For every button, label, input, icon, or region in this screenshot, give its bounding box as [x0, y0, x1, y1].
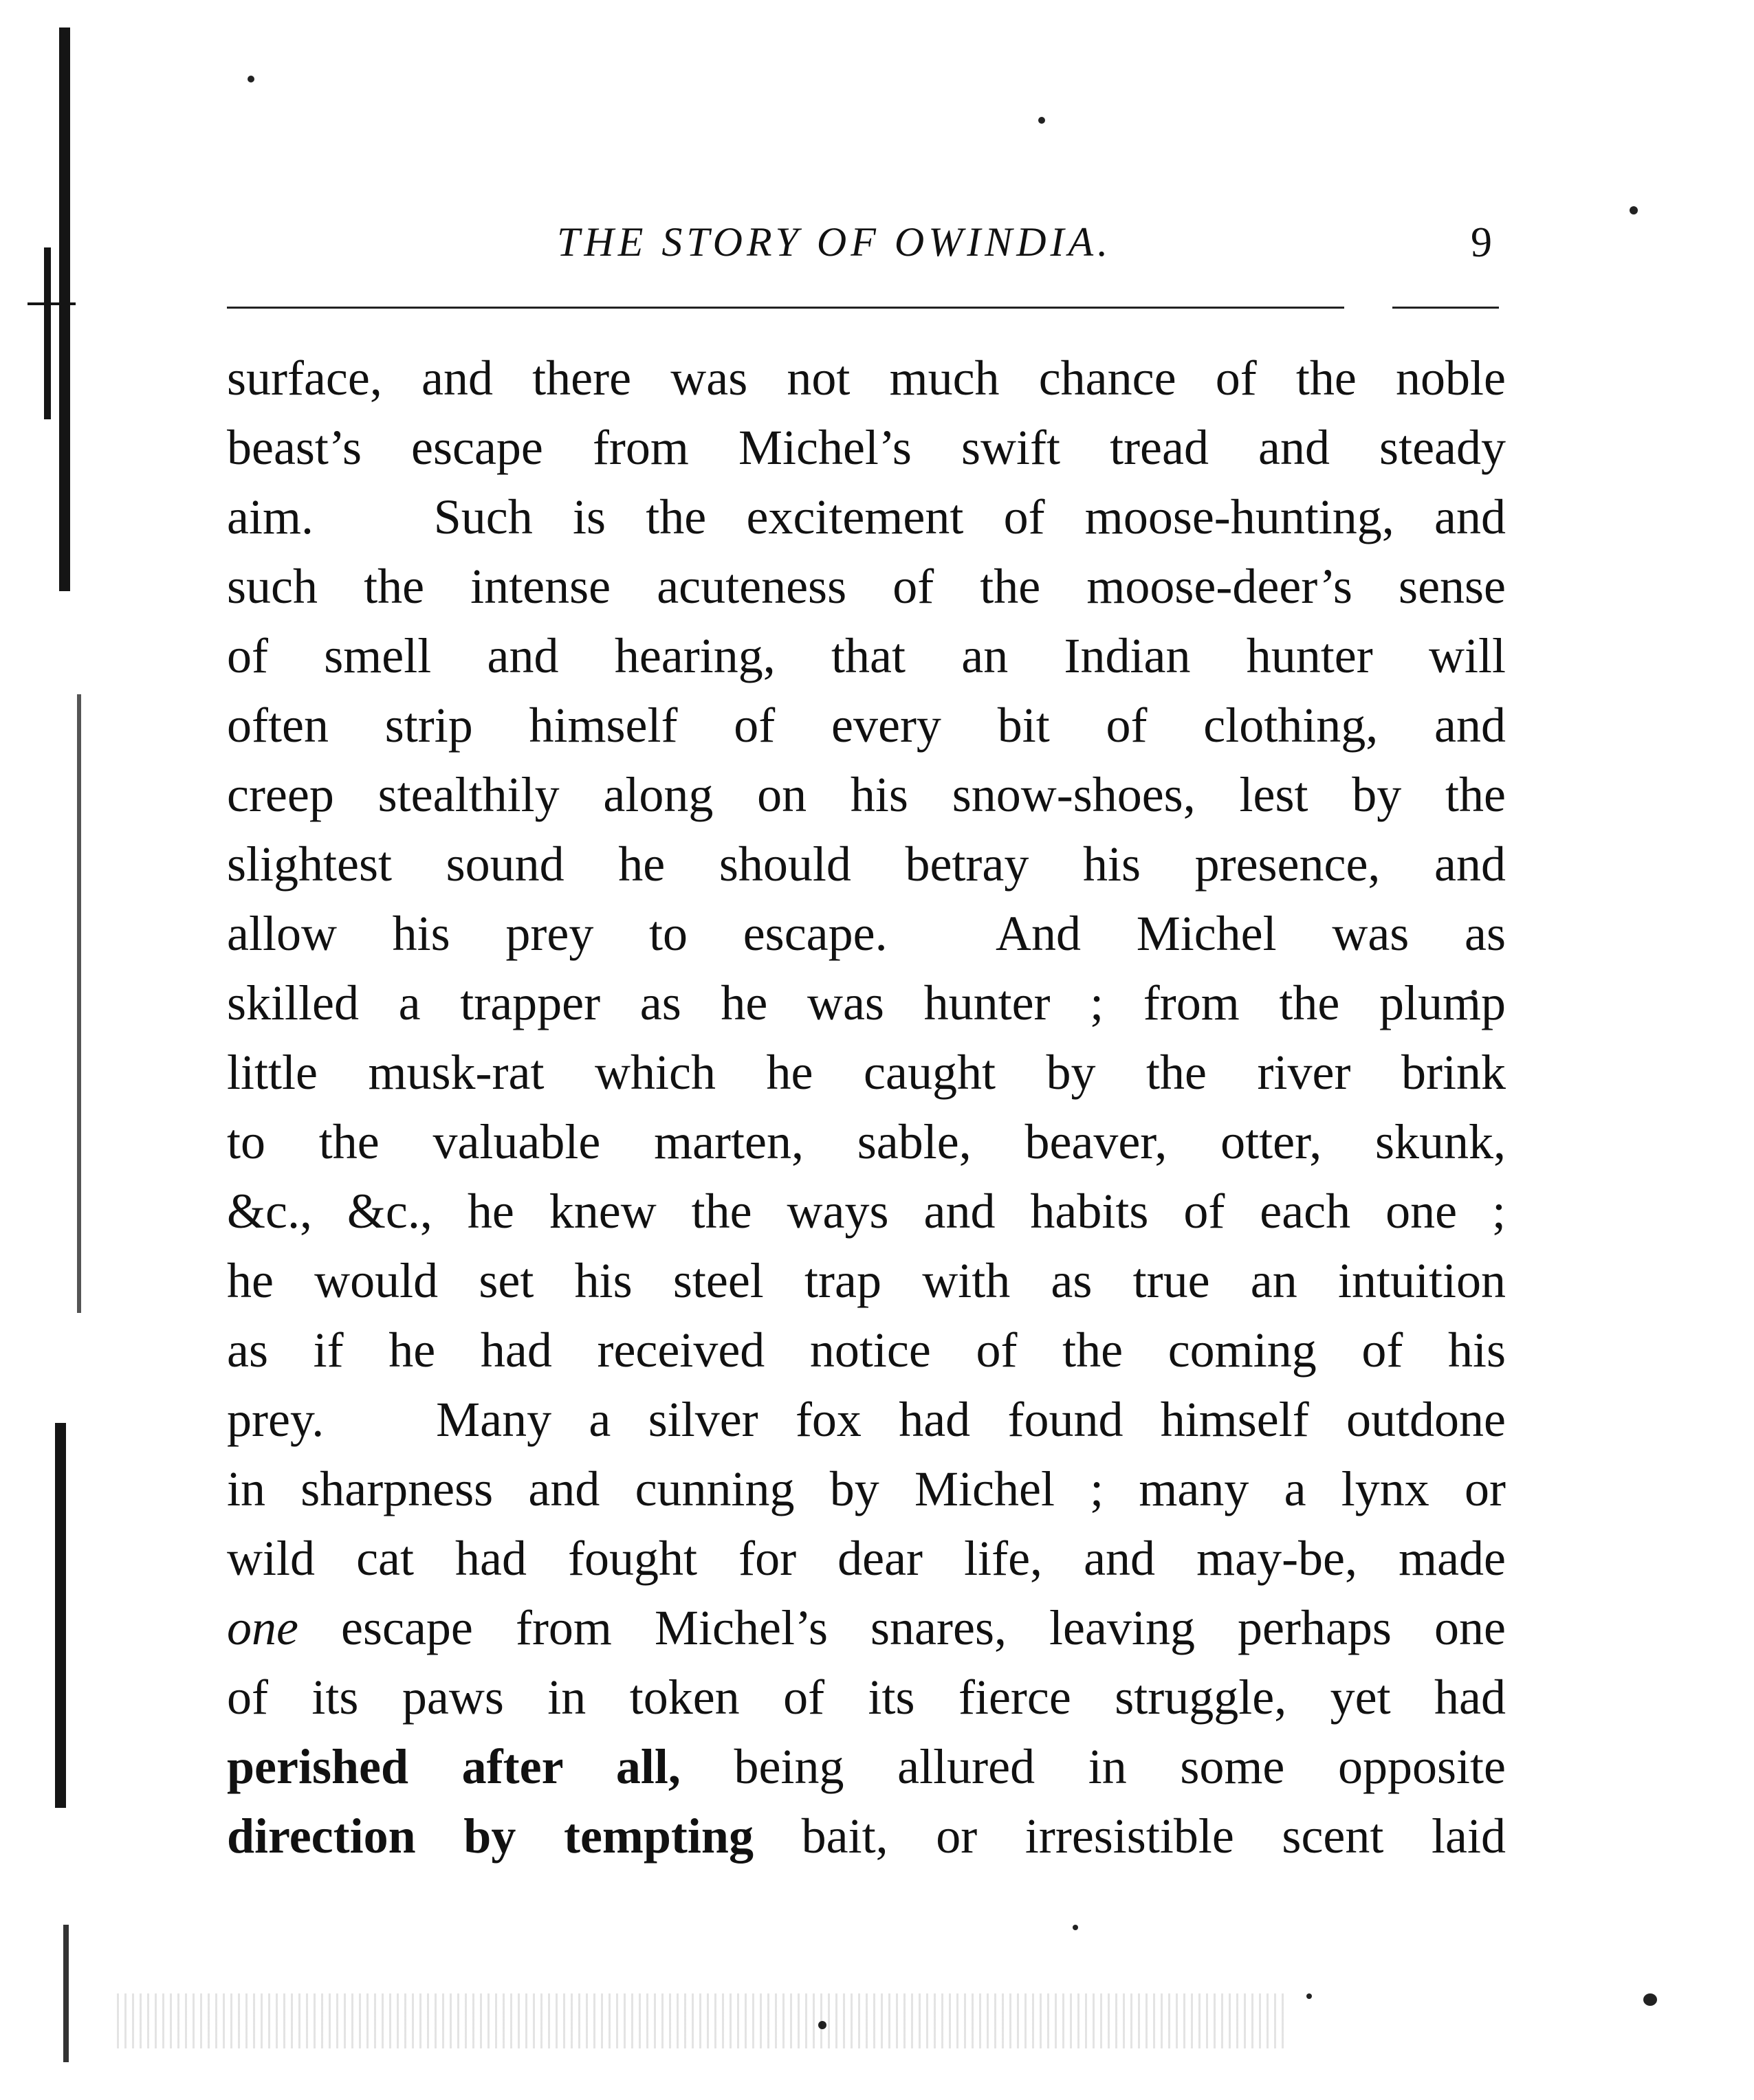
text-segment: he would set his steel trap with as true an intuition: [227, 1253, 1506, 1308]
text-line: [227, 1802, 1506, 1871]
text-line: [227, 344, 1506, 413]
scan-speck: [1073, 1925, 1078, 1930]
text-segment: creep stealthily along on his snow-shoes, lest by the: [227, 767, 1506, 822]
body-text: [227, 344, 1506, 1871]
scan-speck: [1306, 1993, 1312, 1999]
text-segment: direction by tempting: [227, 1809, 754, 1864]
text-line: [227, 1732, 1506, 1802]
text-segment: allow his prey to escape. And Michel was as: [227, 906, 1506, 961]
text-line: [227, 899, 1506, 969]
text-segment: prey. Many a silver fox had found himself outdone: [227, 1392, 1506, 1447]
text-segment: being allured in some opposite: [680, 1739, 1506, 1794]
header-rule: [227, 307, 1499, 309]
text-segment: in sharpness and cunning by Michel ; many a lynx or: [227, 1461, 1506, 1516]
scan-speck: [1630, 206, 1638, 214]
text-line: [227, 552, 1506, 621]
text-line: [227, 1177, 1506, 1246]
page-number: 9: [1471, 219, 1492, 266]
text-line: [227, 1524, 1506, 1593]
text-line: [227, 1316, 1506, 1385]
text-segment: surface, and there was not much chance of the noble: [227, 351, 1506, 406]
text-line: [227, 830, 1506, 899]
text-segment: perished after all,: [227, 1739, 681, 1794]
text-line: [227, 691, 1506, 760]
scan-speck: [1643, 1993, 1657, 2006]
binding-edge-mark: [77, 694, 81, 1313]
text-line: [227, 1107, 1506, 1177]
running-title: THE STORY OF OWINDIA.: [557, 219, 1112, 265]
text-line: [227, 1246, 1506, 1316]
text-line: [227, 1663, 1506, 1732]
header-rule-gap: [1344, 305, 1392, 311]
text-segment: beast’s escape from Michel’s swift tread and steady: [227, 420, 1506, 475]
text-line: [227, 760, 1506, 830]
text-segment: bait, or irresistible scent laid: [753, 1809, 1506, 1864]
text-line: [227, 1455, 1506, 1524]
text-line: [227, 621, 1506, 691]
text-segment: to the valuable marten, sable, beaver, otter, skunk,: [227, 1114, 1506, 1169]
binding-edge-mark: [44, 247, 51, 419]
binding-edge-mark: [59, 27, 70, 591]
text-segment: little musk-rat which he caught by the river brink: [227, 1045, 1506, 1100]
binding-edge-mark: [28, 302, 76, 305]
text-line: [227, 1593, 1506, 1663]
binding-edge-mark: [55, 1423, 66, 1808]
text-line: [227, 1038, 1506, 1107]
text-segment: escape from Michel’s snares, leaving perhaps one: [298, 1600, 1506, 1655]
text-segment: one: [227, 1600, 298, 1655]
text-line: [227, 1385, 1506, 1455]
scan-speck: [248, 76, 254, 82]
text-line: [227, 413, 1506, 483]
text-segment: such the intense acuteness of the moose-deer’s sense: [227, 559, 1506, 614]
text-segment: as if he had received notice of the coming of his: [227, 1323, 1506, 1378]
text-segment: of smell and hearing, that an Indian hunter will: [227, 628, 1506, 683]
text-segment: of its paws in token of its fierce struggle, yet had: [227, 1670, 1506, 1725]
text-segment: often strip himself of every bit of clothing, and: [227, 698, 1506, 753]
text-line: [227, 969, 1506, 1038]
running-head: [227, 219, 1506, 280]
text-segment: slightest sound he should betray his presence, and: [227, 837, 1506, 892]
bleed-through-noise: [117, 1993, 1286, 2048]
scan-speck: [1038, 117, 1045, 124]
text-line: [227, 483, 1506, 552]
text-segment: skilled a trapper as he was hunter ; from the plump: [227, 975, 1506, 1030]
text-segment: wild cat had fought for dear life, and may-be, made: [227, 1531, 1506, 1586]
text-segment: aim. Such is the excitement of moose-hunting, and: [227, 489, 1506, 544]
text-segment: &c., &c., he knew the ways and habits of each one ;: [227, 1184, 1506, 1239]
binding-edge-mark: [63, 1925, 69, 2062]
